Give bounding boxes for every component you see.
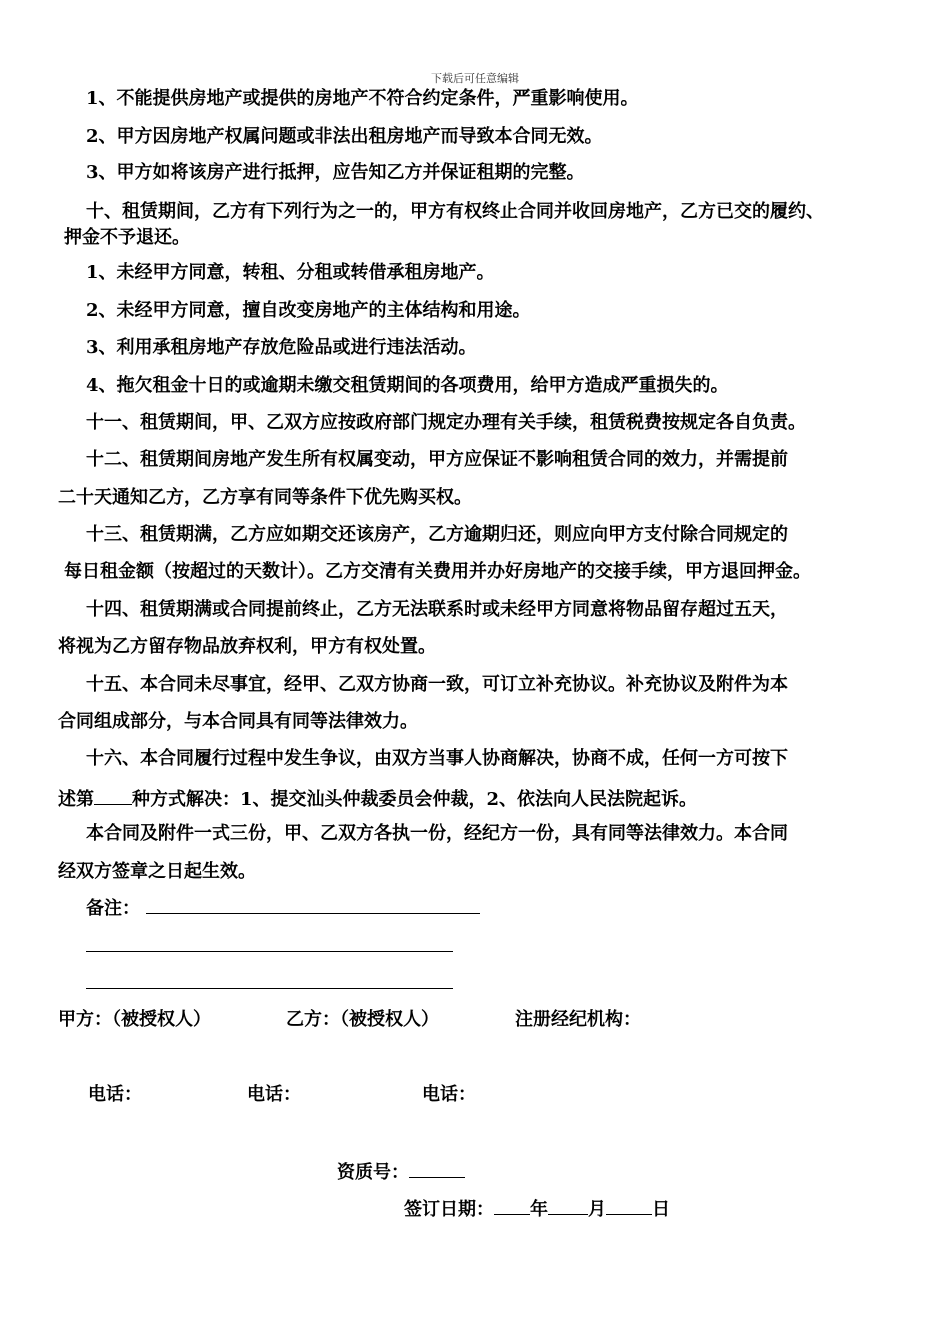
phone-label-agency: 电话： (422, 1084, 476, 1105)
dispute-post: 种方式解决：1、提交汕头仲裁委员会仲裁，2、依法向人民法院起诉。 (132, 789, 698, 810)
clause-line: 1、不能提供房地产或提供的房地产不符合约定条件，严重影响使用。 (86, 88, 639, 109)
clause-line: 十四、租赁期满或合同提前终止，乙方无法联系时或未经甲方同意将物品留存超过五天， (86, 599, 788, 620)
dispute-pre: 述第 (58, 789, 94, 810)
day-blank[interactable] (606, 1196, 652, 1215)
phone-label-a: 电话： (88, 1084, 142, 1105)
dispute-method-blank[interactable] (94, 786, 132, 805)
party-b-label: 乙方：（被授权人） (286, 1009, 439, 1030)
month-label: 月 (588, 1199, 606, 1220)
remark-blank-line[interactable] (146, 913, 480, 914)
clause-line: 2、未经甲方同意，擅自改变房地产的主体结构和用途。 (86, 300, 531, 321)
clause-line: 二十天通知乙方，乙方享有同等条件下优先购买权。 (58, 487, 472, 508)
dispute-line (58, 786, 697, 811)
clause-line: 2、甲方因房地产权属问题或非法出租房地产而导致本合同无效。 (86, 126, 603, 147)
clause-line: 十、租赁期间，乙方有下列行为之一的，甲方有权终止合同并收回房地产，乙方已交的履约、 (86, 201, 824, 222)
party-a-label: 甲方：（被授权人） (58, 1009, 211, 1030)
qualification-blank[interactable] (409, 1159, 465, 1178)
clause-line: 3、利用承租房地产存放危险品或进行违法活动。 (86, 337, 477, 358)
remark-label: 备注： (86, 898, 140, 919)
phone-label-b: 电话： (247, 1084, 301, 1105)
clause-line: 十五、本合同未尽事宜，经甲、乙双方协商一致，可订立补充协议。补充协议及附件为本 (86, 674, 788, 695)
year-label: 年 (530, 1199, 548, 1220)
remark-blank-line[interactable] (86, 951, 453, 952)
sign-date-line (404, 1196, 670, 1221)
qualification-label: 资质号： (337, 1162, 409, 1183)
year-blank[interactable] (494, 1196, 530, 1215)
clause-line: 十六、本合同履行过程中发生争议，由双方当事人协商解决，协商不成，任何一方可按下 (86, 748, 788, 769)
clause-line: 1、未经甲方同意，转租、分租或转借承租房地产。 (86, 262, 495, 283)
clause-line: 3、甲方如将该房产进行抵押，应告知乙方并保证租期的完整。 (86, 162, 585, 183)
clause-line: 合同组成部分，与本合同具有同等法律效力。 (58, 711, 418, 732)
final-line: 经双方签章之日起生效。 (58, 861, 256, 882)
clause-line: 每日租金额（按超过的天数计）。乙方交清有关费用并办好房地产的交接手续，甲方退回押金。 (64, 561, 811, 582)
clause-line: 十一、租赁期间，甲、乙双方应按政府部门规定办理有关手续，租赁税费按规定各自负责。 (86, 412, 806, 433)
qualification-line (337, 1159, 465, 1184)
clause-line: 押金不予退还。 (64, 227, 190, 248)
clause-line: 4、拖欠租金十日的或逾期未缴交租赁期间的各项费用，给甲方造成严重损失的。 (86, 375, 729, 396)
clause-line: 十三、租赁期满，乙方应如期交还该房产，乙方逾期归还，则应向甲方支付除合同规定的 (86, 524, 788, 545)
clause-line: 将视为乙方留存物品放弃权利，甲方有权处置。 (58, 636, 436, 657)
final-line: 本合同及附件一式三份，甲、乙双方各执一份，经纪方一份，具有同等法律效力。本合同 (86, 823, 788, 844)
remark-blank-line[interactable] (86, 988, 453, 989)
month-blank[interactable] (548, 1196, 588, 1215)
day-label: 日 (652, 1199, 670, 1220)
sign-date-label: 签订日期： (404, 1199, 494, 1220)
header-note: 下载后可任意编辑 (431, 72, 519, 85)
agency-label: 注册经纪机构： (515, 1009, 641, 1030)
clause-line: 十二、租赁期间房地产发生所有权属变动，甲方应保证不影响租赁合同的效力，并需提前 (86, 449, 788, 470)
